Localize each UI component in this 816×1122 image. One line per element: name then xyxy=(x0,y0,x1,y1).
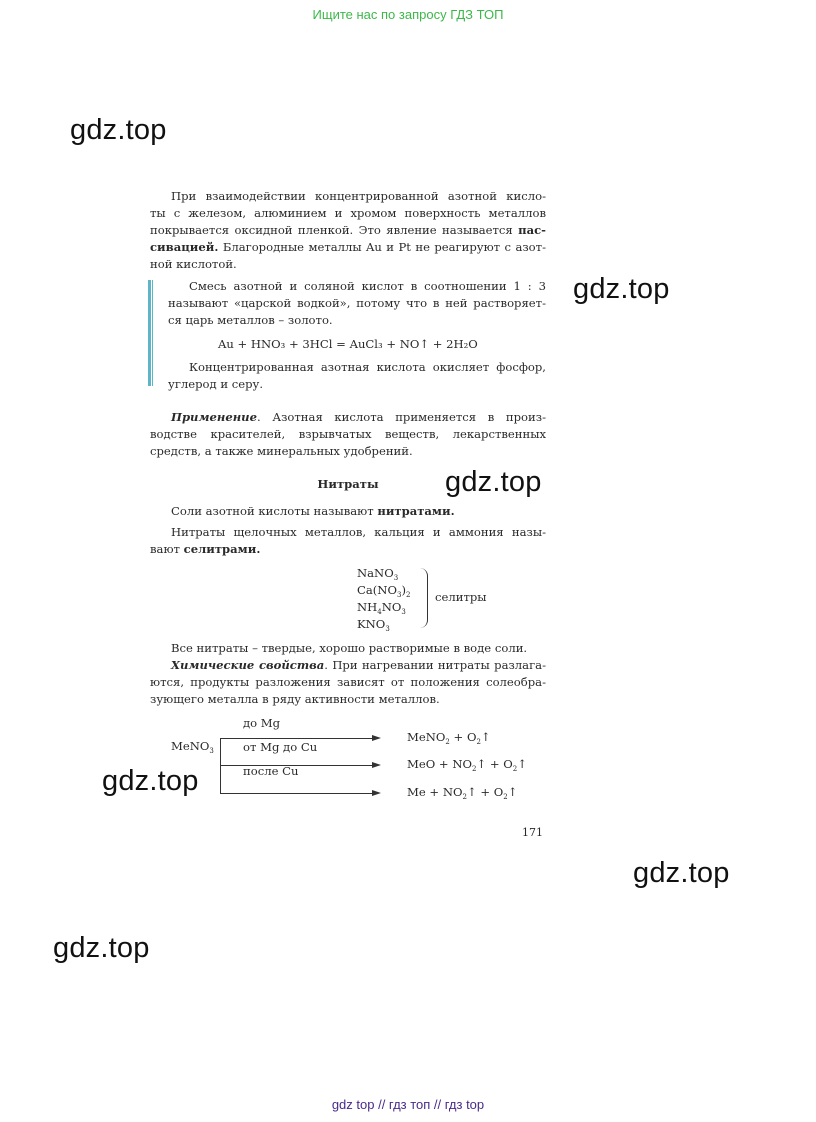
arrow-right-icon xyxy=(372,762,381,768)
scheme-condition: до Mg xyxy=(243,716,281,730)
scheme-product: $Me + NO_2↑$ + $O_2↑$ xyxy=(407,785,518,801)
nitrates-properties xyxy=(150,640,546,708)
text-span: . При нагревании нитраты разлага- xyxy=(324,658,546,672)
text-span: вают xyxy=(150,542,184,556)
scheme-condition: от Mg до Cu xyxy=(243,740,318,754)
saltpeter-definition xyxy=(150,524,546,558)
text-span: Соли азотной кислоты называют xyxy=(171,504,378,518)
watermark: gdz.top xyxy=(445,466,542,498)
text-span: Благородные металлы Au и Pt не реагируют с азот- xyxy=(218,240,546,254)
watermark: gdz.top xyxy=(573,273,670,305)
text-line: Нитраты щелочных металлов, кальция и аммония назы- xyxy=(171,525,546,539)
brace-label: селитры xyxy=(435,590,487,604)
nitrates-definition xyxy=(150,503,546,520)
text-line: зующего металла в ряду активности металлов. xyxy=(150,692,440,706)
scheme-arrow-line xyxy=(220,738,372,739)
text-line: ются, продукты разложения зависят от положения солеобра- xyxy=(150,675,546,689)
text-line xyxy=(150,239,546,256)
page-number: 171 xyxy=(522,826,543,839)
bold-term: пас- xyxy=(518,223,546,237)
text-line: средств, а также минеральных удобрений. xyxy=(150,444,413,458)
formula-item: $KNO_3$ xyxy=(357,617,390,633)
formula-item: $NH_4NO_3$ xyxy=(357,600,406,616)
application-paragraph xyxy=(150,409,546,460)
aqua-regia-equation: Au + HNO₃ + 3HCl = AuCl₃ + NO↑ + 2H₂O xyxy=(218,337,478,351)
text-line xyxy=(150,222,546,239)
text-line: При взаимодействии концентрированной азотной кисло- xyxy=(171,189,546,203)
italic-term: Применение xyxy=(171,410,257,424)
arrow-right-icon xyxy=(372,735,381,741)
scheme-condition: после Cu xyxy=(243,764,299,778)
text-line: Концентрированная азотная кислота окисляет фосфор, xyxy=(189,360,546,374)
scheme-branch-line xyxy=(220,738,221,794)
bold-term: нитратами. xyxy=(377,504,455,518)
note-side-bar xyxy=(152,280,153,386)
text-line xyxy=(150,503,546,520)
formula-item: $Ca(NO_3)_2$ xyxy=(357,583,411,599)
bold-term: селитрами. xyxy=(183,542,261,556)
curly-brace-icon xyxy=(420,568,428,628)
bold-term: сивацией. xyxy=(150,240,219,254)
scheme-arrow-line xyxy=(220,793,372,794)
text-line xyxy=(150,541,546,558)
text-line: углерод и серу. xyxy=(168,377,264,391)
watermark: gdz.top xyxy=(102,765,199,797)
text-line xyxy=(150,409,546,426)
scheme-reactant: MeNO$_3$ xyxy=(171,739,214,755)
aqua-regia-note xyxy=(168,278,546,329)
formula-item: NaNO$_3$ xyxy=(357,566,399,582)
italic-term: Химические свойства xyxy=(171,658,325,672)
footer-links[interactable]: gdz top // гдз топ // гдз top xyxy=(331,1097,485,1112)
section-title: Нитраты xyxy=(317,477,379,491)
text-line: Все нитраты – твердые, хорошо растворимые в воде соли. xyxy=(171,641,528,655)
text-line: ты с железом, алюминием и хромом поверхность металлов xyxy=(150,206,546,220)
arrow-right-icon xyxy=(372,790,381,796)
text-line: Смесь азотной и соляной кислот в соотношении 1 : 3 xyxy=(189,279,546,293)
text-line: ной кислотой. xyxy=(150,257,237,271)
text-span: . Азотная кислота применяется в произ- xyxy=(256,410,546,424)
text-line: водстве красителей, взрывчатых веществ, лекарственных xyxy=(150,427,546,441)
watermark: gdz.top xyxy=(53,932,150,964)
scheme-product: MeO + $NO_2↑$ + $O_2↑$ xyxy=(407,757,527,773)
note-side-bar xyxy=(148,280,151,386)
oxidation-note xyxy=(168,359,546,393)
passivation-paragraph xyxy=(150,188,546,273)
text-line xyxy=(150,657,546,674)
watermark: gdz.top xyxy=(633,857,730,889)
text-line: называют «царской водкой», потому что в ней растворяет- xyxy=(168,296,546,310)
text-line: ся царь металлов – золото. xyxy=(168,313,333,327)
text-span: покрывается оксидной пленкой. Это явление называется xyxy=(150,223,519,237)
scheme-product: MeNO$_2$ + $O_2↑$ xyxy=(407,730,491,746)
top-search-link[interactable]: Ищите нас по запросу ГДЗ ТОП xyxy=(312,7,504,22)
watermark: gdz.top xyxy=(70,114,167,146)
